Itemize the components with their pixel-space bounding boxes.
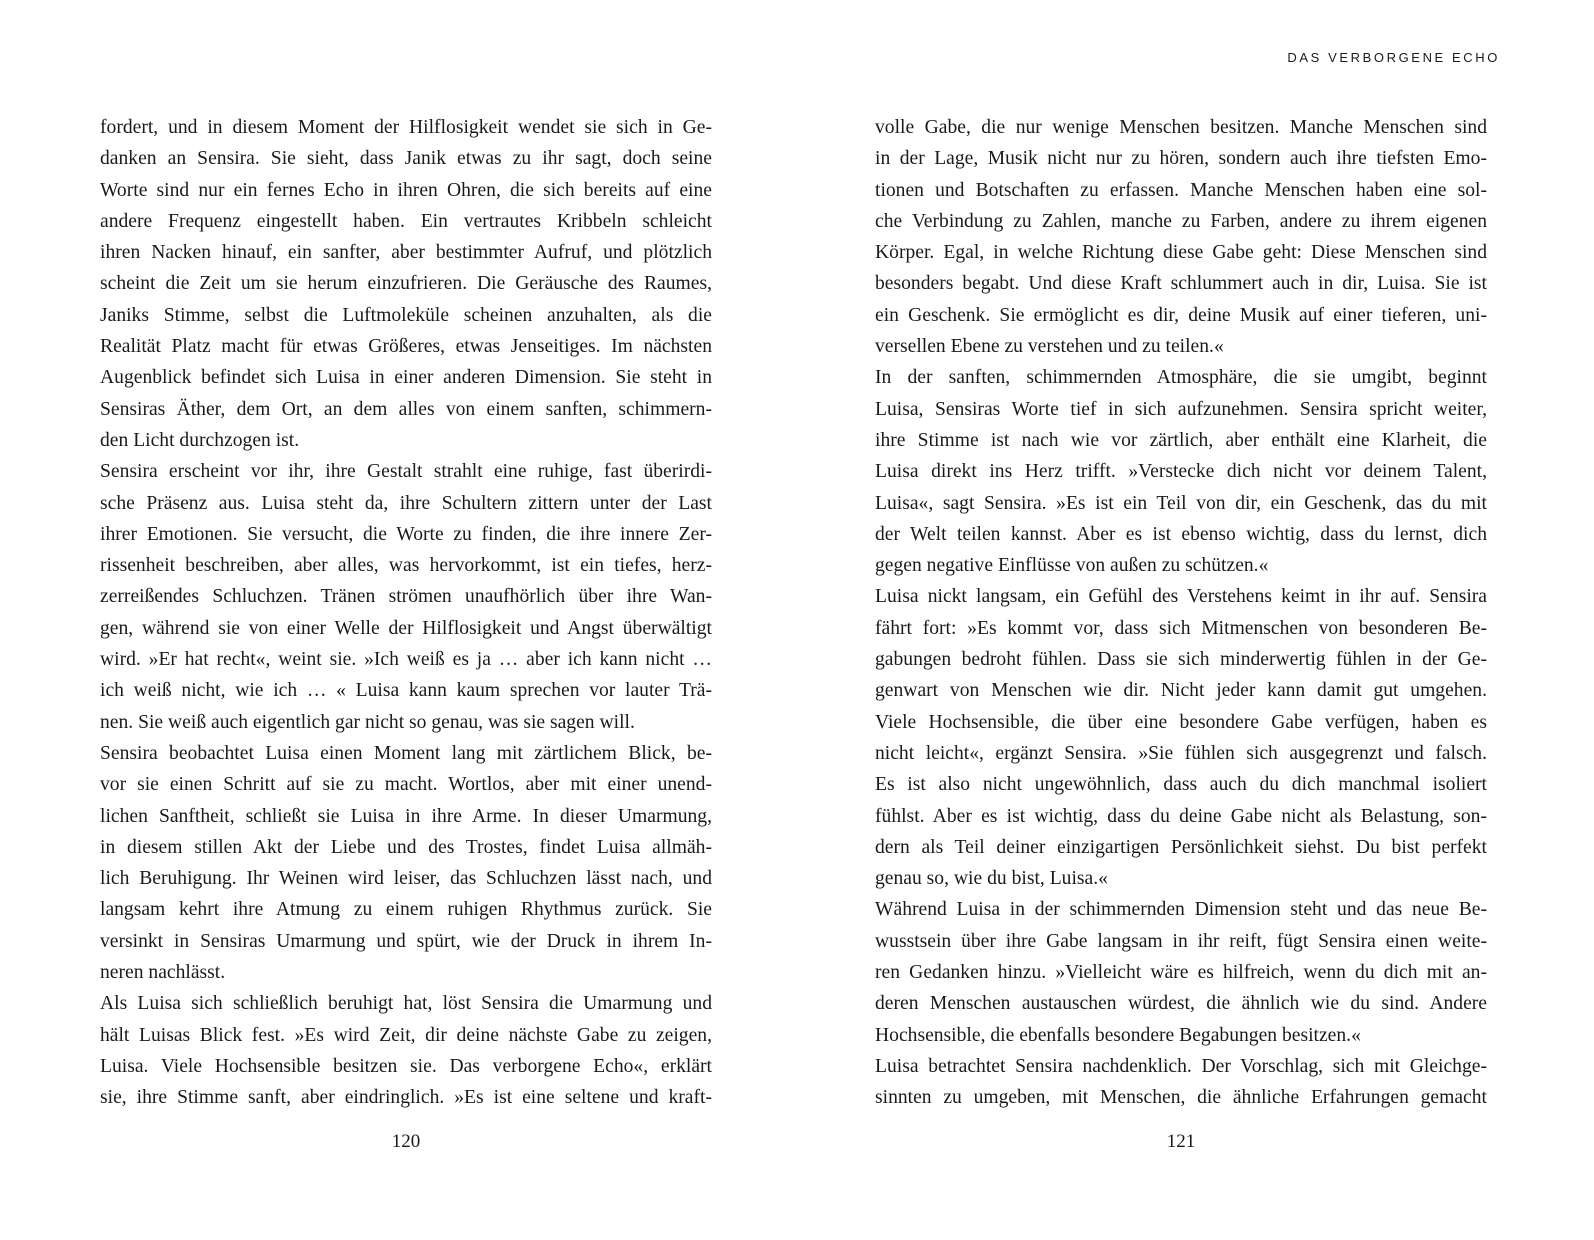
text-line: ihre Stimme ist nach wie vor zärtlich, aber enthält eine Klarheit, die	[875, 429, 1487, 451]
left-page-body-text	[100, 112, 712, 1114]
text-line: nicht leicht«, ergänzt Sensira. »Sie fühlen sich ausgegrenzt und falsch.	[875, 742, 1487, 764]
right-page-number: 121	[1166, 1131, 1196, 1152]
text-line: wusstsein über ihre Gabe langsam in ihr reift, fügt Sensira einen weite-	[875, 930, 1487, 952]
text-line: Als Luisa sich schließlich beruhigt hat, löst Sensira die Umarmung und	[100, 993, 712, 1015]
text-line: ein Geschenk. Sie ermöglicht es dir, deine Musik auf einer tieferen, uni-	[875, 304, 1487, 326]
text-line: rissenheit beschreiben, aber alles, was hervorkommt, ist ein tiefes, herz-	[100, 555, 712, 577]
text-line: Es ist also nicht ungewöhnlich, dass auch du dich manchmal isoliert	[875, 774, 1487, 796]
text-line: Hochsensible, die ebenfalls besondere Begabungen besitzen.«	[875, 1024, 1361, 1046]
text-line: scheint die Zeit um sie herum einzufrieren. Die Geräusche des Raumes,	[100, 273, 712, 295]
text-line: tionen und Botschaften zu erfassen. Manche Menschen haben eine sol-	[875, 179, 1487, 201]
running-head-title: DAS VERBORGENE ECHO	[1287, 50, 1500, 65]
text-line: Während Luisa in der schimmernden Dimension steht und das neue Be-	[875, 899, 1487, 921]
text-line: nen. Sie weiß auch eigentlich gar nicht so genau, was sie sagen will.	[100, 711, 635, 733]
text-line: langsam kehrt ihre Atmung zu einem ruhigen Rhythmus zurück. Sie	[100, 899, 712, 921]
text-line: Luisa. Viele Hochsensible besitzen sie. Das verborgene Echo«, erklärt	[100, 1055, 712, 1077]
text-line: fährt fort: »Es kommt vor, dass sich Mitmenschen von besonderen Be-	[875, 617, 1487, 639]
left-page-number: 120	[391, 1131, 421, 1152]
text-line: volle Gabe, die nur wenige Menschen besitzen. Manche Menschen sind	[875, 117, 1487, 138]
text-line: Realität Platz macht für etwas Größeres, etwas Jenseitiges. Im nächsten	[100, 336, 712, 358]
text-line: Sensira beobachtet Luisa einen Moment lang mit zärtlichem Blick, be-	[100, 742, 712, 764]
text-line: Luisa«, sagt Sensira. »Es ist ein Teil von dir, ein Geschenk, das du mit	[875, 492, 1487, 514]
text-line: danken an Sensira. Sie sieht, dass Janik etwas zu ihr sagt, doch seine	[100, 148, 712, 170]
text-line: dern als Teil deiner einzigartigen Persönlichkeit siehst. Du bist perfekt	[875, 836, 1487, 858]
text-line: vor sie einen Schritt auf sie zu macht. Wortlos, aber mit einer unend-	[100, 774, 712, 796]
text-line: deren Menschen austauschen würdest, die ähnlich wie du sind. Andere	[875, 993, 1487, 1015]
text-line: lichen Sanftheit, schließt sie Luisa in ihre Arme. In dieser Umarmung,	[100, 805, 712, 827]
text-line: ich weiß nicht, wie ich … « Luisa kann kaum sprechen vor lauter Trä-	[100, 680, 712, 702]
right-page	[797, 0, 1594, 1240]
text-line: che Verbindung zu Zahlen, manche zu Farben, andere zu ihrem eigenen	[875, 210, 1487, 232]
text-line: gen, während sie von einer Welle der Hilflosigkeit und Angst überwältigt	[100, 617, 712, 639]
text-line: sche Präsenz aus. Luisa steht da, ihre Schultern zittern unter der Last	[100, 492, 712, 514]
text-line: Viele Hochsensible, die über eine besondere Gabe verfügen, haben es	[875, 711, 1487, 733]
text-line: ihren Nacken hinauf, ein sanfter, aber bestimmter Aufruf, und plötzlich	[100, 242, 712, 264]
text-line: Luisa betrachtet Sensira nachdenklich. Der Vorschlag, sich mit Gleichge-	[875, 1055, 1487, 1077]
text-line: Worte sind nur ein fernes Echo in ihren Ohren, die sich bereits auf eine	[100, 179, 712, 201]
text-line: fühlst. Aber es ist wichtig, dass du deine Gabe nicht als Belastung, son-	[875, 805, 1487, 827]
text-line: neren nachlässt.	[100, 962, 226, 984]
text-line: Luisa, Sensiras Worte tief in sich aufzunehmen. Sensira spricht weiter,	[875, 398, 1487, 420]
text-line: Körper. Egal, in welche Richtung diese Gabe geht: Diese Menschen sind	[875, 242, 1487, 264]
text-line: lich Beruhigung. Ihr Weinen wird leiser, das Schluchzen lässt nach, und	[100, 868, 712, 890]
text-line: gegen negative Einflüsse von außen zu schützen.«	[875, 555, 1269, 577]
text-line: Sensiras Äther, dem Ort, an dem alles von einem sanften, schimmern-	[100, 398, 712, 420]
text-line: Janiks Stimme, selbst die Luftmoleküle scheinen anzuhalten, als die	[100, 304, 712, 326]
text-line: sie, ihre Stimme sanft, aber eindringlich. »Es ist eine seltene und kraft-	[100, 1087, 712, 1109]
text-line: Luisa nickt langsam, ein Gefühl des Verstehens keimt in ihr auf. Sensira	[875, 586, 1487, 608]
text-line: fordert, und in diesem Moment der Hilflosigkeit wendet sie sich in Ge-	[100, 117, 712, 138]
text-line: den Licht durchzogen ist.	[100, 429, 300, 451]
text-line: Augenblick befindet sich Luisa in einer anderen Dimension. Sie steht in	[100, 367, 712, 389]
text-line: wird. »Er hat recht«, weint sie. »Ich weiß es ja … aber ich kann nicht …	[100, 649, 712, 671]
text-line: genau so, wie du bist, Luisa.«	[875, 868, 1108, 890]
text-line: In der sanften, schimmernden Atmosphäre, die sie umgibt, beginnt	[875, 367, 1487, 389]
text-line: hält Luisas Blick fest. »Es wird Zeit, dir deine nächste Gabe zu zeigen,	[100, 1024, 712, 1046]
text-line: Luisa direkt ins Herz trifft. »Verstecke dich nicht vor deinem Talent,	[875, 461, 1487, 483]
text-line: besonders begabt. Und diese Kraft schlummert auch in dir, Luisa. Sie ist	[875, 273, 1487, 295]
text-line: Sensira erscheint vor ihr, ihre Gestalt strahlt eine ruhige, fast überirdi-	[100, 461, 712, 483]
text-line: ren Gedanken hinzu. »Vielleicht wäre es hilfreich, wenn du dich mit an-	[875, 962, 1487, 984]
text-line: in der Lage, Musik nicht nur zu hören, sondern auch ihre tiefsten Emo-	[875, 148, 1487, 170]
text-line: gabungen bedroht fühlen. Dass sie sich minderwertig fühlen in der Ge-	[875, 649, 1487, 671]
text-line: der Welt teilen kannst. Aber es ist ebenso wichtig, dass du lernst, dich	[875, 523, 1487, 545]
text-line: ihrer Emotionen. Sie versucht, die Worte zu finden, die ihre innere Zer-	[100, 523, 712, 545]
right-page-body-text	[875, 112, 1487, 1114]
text-line: sinnten zu umgeben, mit Menschen, die ähnliche Erfahrungen gemacht	[875, 1087, 1487, 1109]
text-line: in diesem stillen Akt der Liebe und des Trostes, findet Luisa allmäh-	[100, 836, 712, 858]
text-line: versinkt in Sensiras Umarmung und spürt, wie der Druck in ihrem In-	[100, 930, 712, 952]
text-line: genwart von Menschen wie dir. Nicht jeder kann damit gut umgehen.	[875, 680, 1487, 702]
text-line: versellen Ebene zu verstehen und zu teilen.«	[875, 336, 1224, 358]
text-line: andere Frequenz eingestellt haben. Ein vertrautes Kribbeln schleicht	[100, 210, 712, 232]
text-line: zerreißendes Schluchzen. Tränen strömen unaufhörlich über ihre Wan-	[100, 586, 712, 608]
